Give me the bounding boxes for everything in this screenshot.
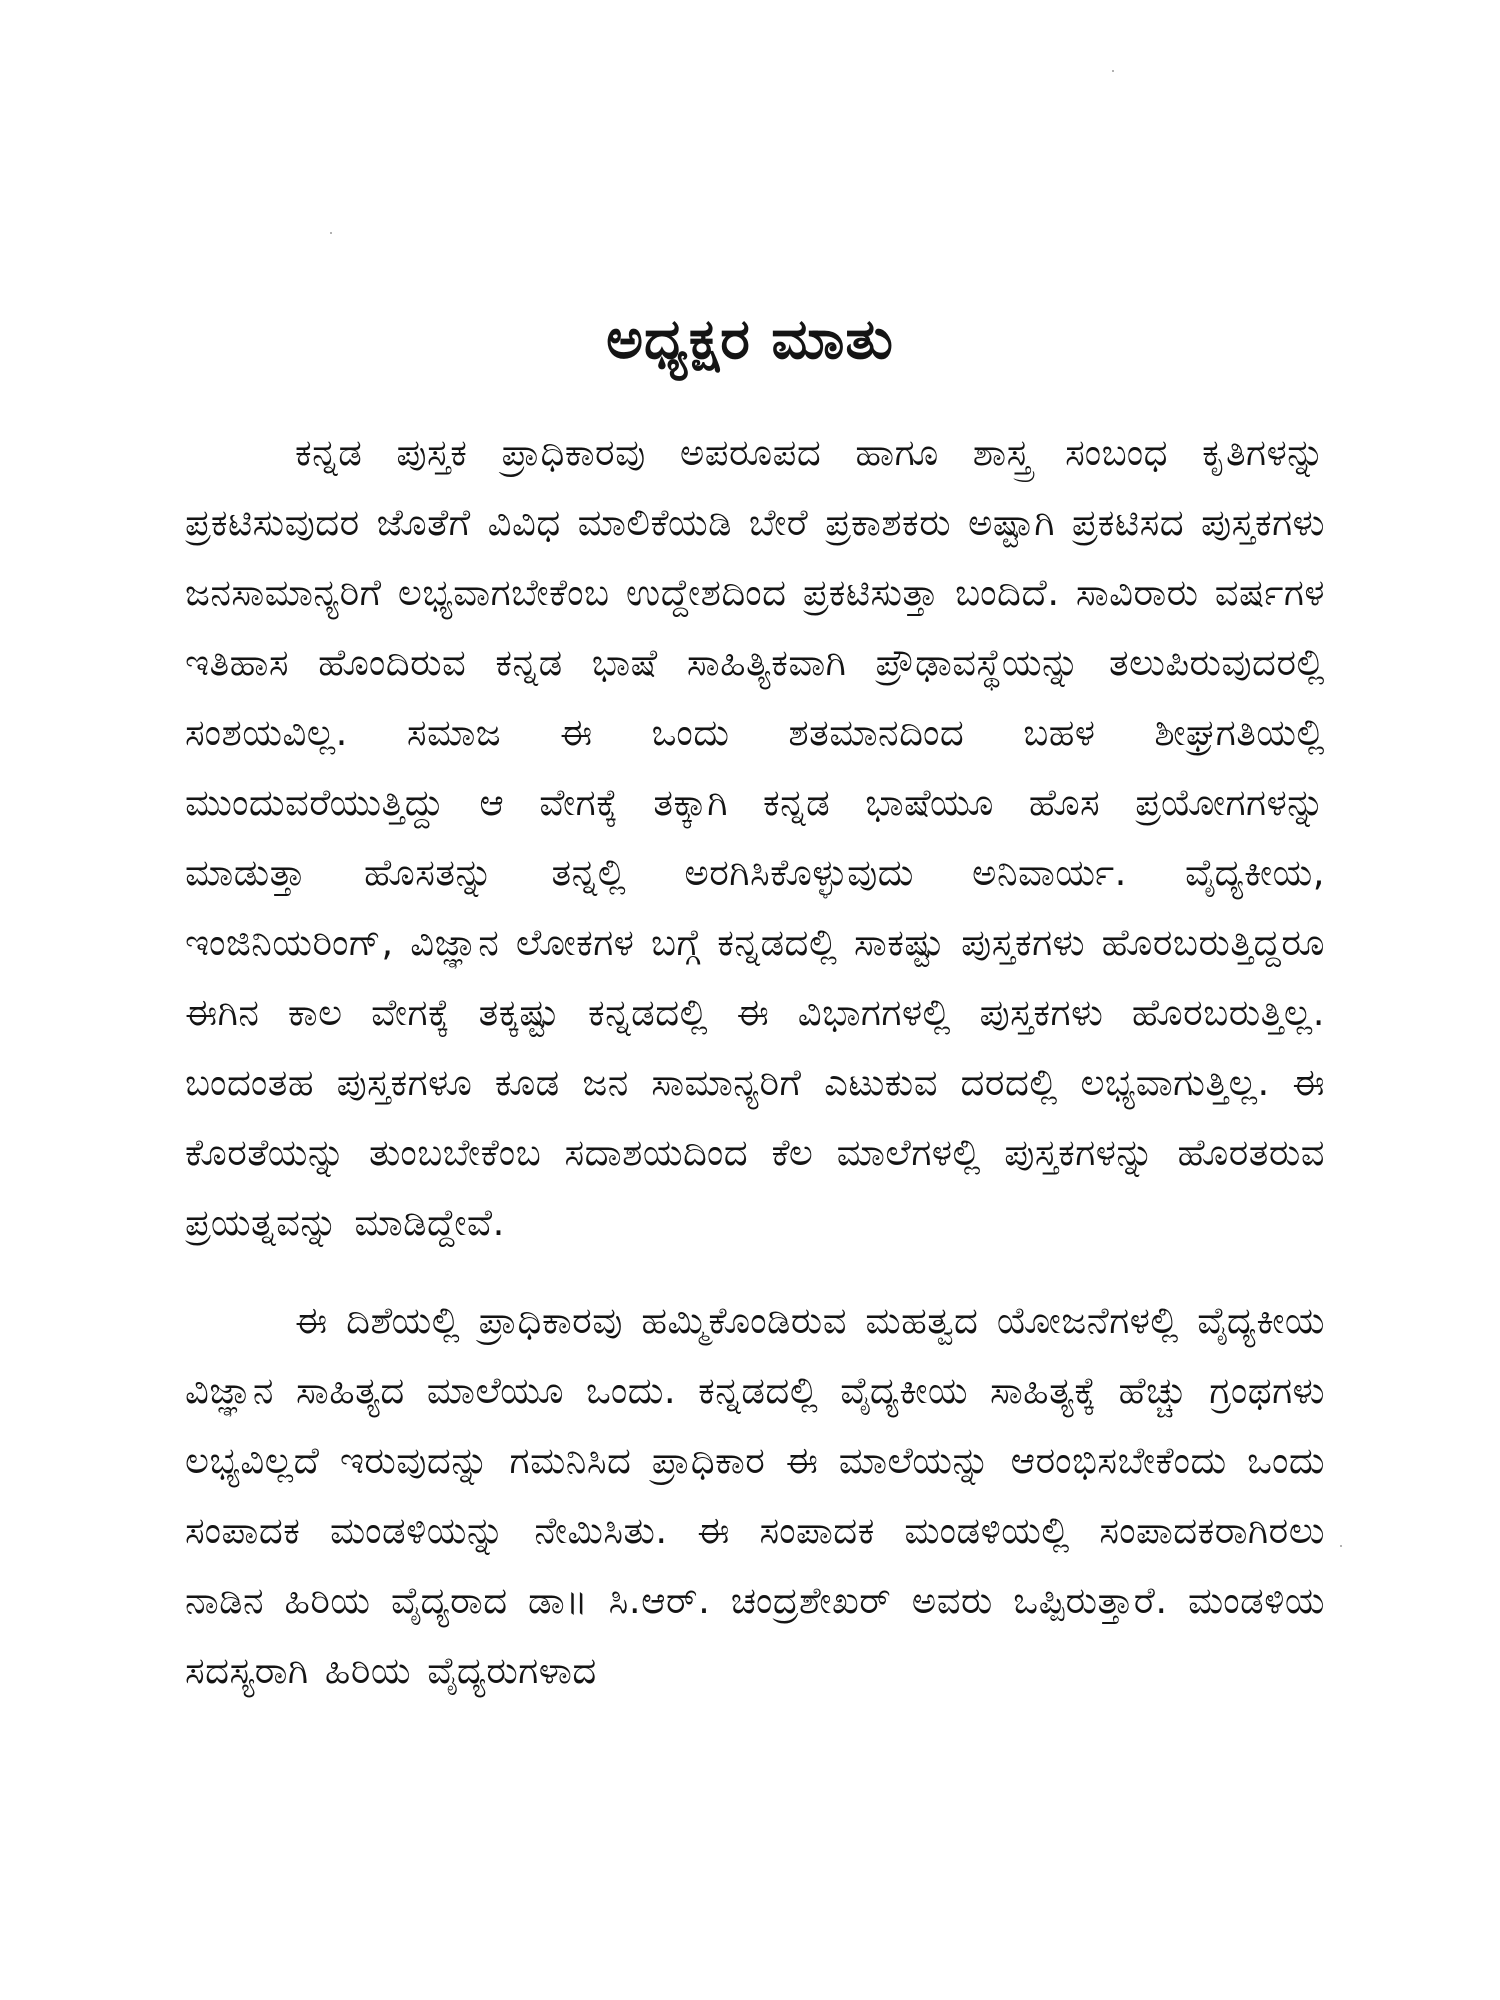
paragraph-medical-series: ಈ ದಿಶೆಯಲ್ಲಿ ಪ್ರಾಧಿಕಾರವು ಹಮ್ಮಿಕೊಂಡಿರುವ ಮಹತ್ವದ ಯೋಜನೆಗಳಲ್ಲಿ ವೈದ್ಯಕೀಯ ವಿಜ್ಞಾನ ಸಾಹಿತ್ಯದ ಮಾಲೆಯೂ ಒಂದು. ಕನ್ನಡದಲ್ಲಿ ವೈದ್ಯಕೀಯ ಸಾಹಿತ್ಯಕ್ಕೆ ಹೆಚ್ಚು ಗ್ರಂಥಗಳು ಲಭ್ಯವಿಲ್ಲದೆ ಇರುವುದನ್ನು ಗಮನಿಸಿದ ಪ್ರಾಧಿಕಾರ ಈ ಮಾಲೆಯನ್ನು ಆರಂಭಿಸಬೇಕೆಂದು ಒಂದು ಸಂಪಾದಕ ಮಂಡಳಿಯನ್ನು ನೇಮಿಸಿತು. ಈ ಸಂಪಾದಕ ಮಂಡಳಿಯಲ್ಲಿ ಸಂಪಾದಕರಾಗಿರಲು ನಾಡಿನ ಹಿರಿಯ ವೈದ್ಯರಾದ ಡಾ॥ ಸಿ.ಆರ್. ಚಂದ್ರಶೇಖರ್ ಅವರು ಒಪ್ಪಿರುತ್ತಾರೆ. ಮಂಡಳಿಯ ಸದಸ್ಯರಾಗಿ ಹಿರಿಯ ವೈದ್ಯರುಗಳಾದ (185, 1299, 1325, 1692)
scan-speck (330, 232, 332, 234)
scan-speck (1340, 1545, 1342, 1547)
paragraph-intro: ಕನ್ನಡ ಪುಸ್ತಕ ಪ್ರಾಧಿಕಾರವು ಅಪರೂಪದ ಹಾಗೂ ಶಾಸ್ತ್ರ ಸಂಬಂಧ ಕೃತಿಗಳನ್ನು ಪ್ರಕಟಿಸುವುದರ ಜೊತೆಗೆ ವಿವಿಧ ಮಾಲಿಕೆಯಡಿ ಬೇರೆ ಪ್ರಕಾಶಕರು ಅಷ್ಟಾಗಿ ಪ್ರಕಟಿಸದ ಪುಸ್ತಕಗಳು ಜನಸಾಮಾನ್ಯರಿಗೆ ಲಭ್ಯವಾಗಬೇಕೆಂಬ ಉದ್ದೇಶದಿಂದ ಪ್ರಕಟಿಸುತ್ತಾ ಬಂದಿದೆ. ಸಾವಿರಾರು ವರ್ಷಗಳ ಇತಿಹಾಸ ಹೊಂದಿರುವ ಕನ್ನಡ ಭಾಷೆ ಸಾಹಿತ್ಯಿಕವಾಗಿ ಪ್ರೌಢಾವಸ್ಥೆಯನ್ನು ತಲುಪಿರುವುದರಲ್ಲಿ ಸಂಶಯವಿಲ್ಲ. ಸಮಾಜ ಈ ಒಂದು ಶತಮಾನದಿಂದ ಬಹಳ ಶೀಘ್ರಗತಿಯಲ್ಲಿ ಮುಂದುವರೆಯುತ್ತಿದ್ದು ಆ ವೇಗಕ್ಕೆ ತಕ್ಕಾಗಿ ಕನ್ನಡ ಭಾಷೆಯೂ ಹೊಸ ಪ್ರಯೋಗಗಳನ್ನು ಮಾಡುತ್ತಾ ಹೊಸತನ್ನು ತನ್ನಲ್ಲಿ ಅರಗಿಸಿಕೊಳ್ಳುವುದು ಅನಿವಾರ್ಯ. ವೈದ್ಯಕೀಯ, ಇಂಜಿನಿಯರಿಂಗ್, ವಿಜ್ಞಾನ ಲೋಕಗಳ ಬಗ್ಗೆ ಕನ್ನಡದಲ್ಲಿ ಸಾಕಷ್ಟು ಪುಸ್ತಕಗಳು ಹೊರಬರುತ್ತಿದ್ದರೂ ಈಗಿನ ಕಾಲ ವೇಗಕ್ಕೆ ತಕ್ಕಷ್ಟು ಕನ್ನಡದಲ್ಲಿ ಈ ವಿಭಾಗಗಳಲ್ಲಿ ಪುಸ್ತಕಗಳು ಹೊರಬರುತ್ತಿಲ್ಲ. ಬಂದಂತಹ ಪುಸ್ತಕಗಳೂ ಕೂಡ ಜನ ಸಾಮಾನ್ಯರಿಗೆ ಎಟುಕುವ ದರದಲ್ಲಿ ಲಭ್ಯವಾಗುತ್ತಿಲ್ಲ. ಈ ಕೊರತೆಯನ್ನು ತುಂಬಬೇಕೆಂಬ ಸದಾಶಯದಿಂದ ಕೆಲ ಮಾಲೆಗಳಲ್ಲಿ ಪುಸ್ತಕಗಳನ್ನು ಹೊರತರುವ ಪ್ರಯತ್ನವನ್ನು ಮಾಡಿದ್ದೇವೆ. (185, 431, 1325, 1244)
body-text (185, 418, 1325, 1706)
page-title: ಅಧ್ಯಕ್ಷರ ಮಾತು (606, 307, 894, 372)
scan-speck (1112, 70, 1114, 72)
